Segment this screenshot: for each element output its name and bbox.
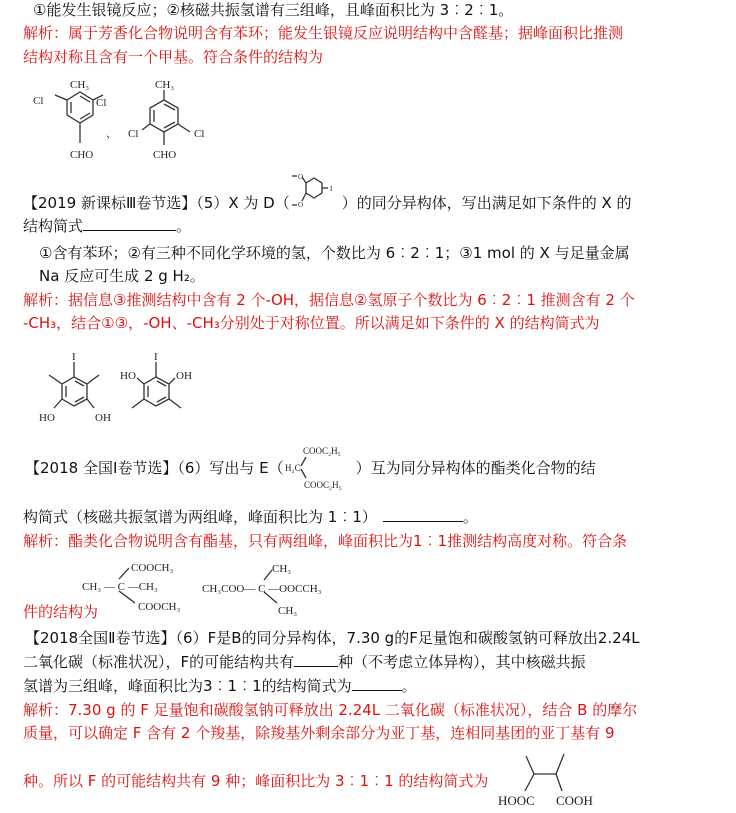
svg-text:O: O <box>297 173 303 181</box>
q1-analysis-1: 解析：属于芳香化合物说明含有苯环；能发生银镜反应说明结构中含醛基；据峰面积比推测 <box>23 24 624 42</box>
svg-text:CH₃: CH₃ <box>278 605 298 617</box>
svg-text:Cl: Cl <box>194 128 205 140</box>
q1-conditions: ①能发生银镜反应；②核磁共振氢谱有三组峰，且峰面积比为 3︰2︰1。 <box>33 1 514 19</box>
svg-text:CH₃: CH₃ <box>70 79 90 91</box>
svg-text:COOCH₃: COOCH₃ <box>131 562 174 574</box>
svg-text:CH₃ — C —CH₃: CH₃ — C —CH₃ <box>82 581 158 593</box>
q3-answer-line: 构简式（核磁共振氢谱为两组峰，峰面积比为 1︰1） 。 <box>23 508 478 526</box>
svg-text:COOH: COOH <box>556 793 594 808</box>
svg-text:CH₃: CH₃ <box>272 563 292 575</box>
svg-text:HO: HO <box>39 412 55 424</box>
q2-analysis-2: -CH₃，结合①③，-OH、-CH₃分别处于对称位置。所以满足如下条件的 X 的结构简式为 <box>23 314 600 332</box>
answer-blank[interactable] <box>83 216 176 231</box>
separator: 、 <box>106 128 117 140</box>
e-structure <box>284 446 356 490</box>
d-structure <box>290 173 342 213</box>
q2-answer-line: 结构简式 。 <box>23 217 192 235</box>
q3-structure-2 <box>202 563 322 617</box>
q3-heading: 【2018 全国Ⅰ卷节选】（6）写出与 E（ H₂C COOC₂H₅ COOC₂H₅ ）互为同分异构体的酯类化合物的结 <box>25 446 596 490</box>
svg-text:HO: HO <box>120 370 136 382</box>
q4-analysis-3: 种。所以 F 的可能结构共有 9 种；峰面积比为 3︰1︰1 的结构简式为 HOOC COOH <box>23 771 596 791</box>
q4-analysis-1: 解析：7.30 g 的 F 足量饱和碳酸氢钠可释放出 2.24L 二氧化碳（标准状况），结合 B 的摩尔 <box>23 701 638 719</box>
q1-structure-2 <box>128 79 204 161</box>
svg-text:CH₃COO— C —OOCCH₃: CH₃COO— C —OOCCH₃ <box>202 583 322 595</box>
svg-text:Cl: Cl <box>128 128 139 140</box>
svg-text:COOC₂H₅: COOC₂H₅ <box>302 446 341 456</box>
answer-blank[interactable] <box>294 652 338 667</box>
svg-text:CH₃: CH₃ <box>155 79 175 91</box>
q3-analysis-2: 件的结构为 <box>23 603 99 621</box>
svg-text:CHO: CHO <box>70 149 94 161</box>
svg-text:HOOC: HOOC <box>498 793 536 808</box>
svg-text:COOC₂H₅: COOC₂H₅ <box>303 480 342 490</box>
svg-text:I: I <box>72 351 76 363</box>
q2-structure-2 <box>120 351 192 408</box>
svg-text:I: I <box>329 185 333 193</box>
q2-conditions-1: ①含有苯环；②有三种不同化学环境的氢，个数比为 6︰2︰1；③1 mol 的 X 与足量金属 <box>39 244 630 262</box>
q2-structure-1 <box>39 351 111 424</box>
q4-line-1: 【2018全国Ⅱ卷节选】（6）F是B的同分异构体，7.30 g的F足量饱和碳酸氢钠可释放出2.24L <box>25 629 640 647</box>
q2-analysis-1: 解析：据信息③推测结构中含有 2 个-OH，据信息②氢原子个数比为 6︰2︰1 推测含有 2 个 <box>23 291 635 309</box>
q3-analysis-1: 解析：酯类化合物说明含有酯基，只有两组峰，峰面积比为1︰1推测结构高度对称。符合条 <box>23 532 628 550</box>
svg-text:OH: OH <box>176 370 192 382</box>
svg-text:O: O <box>297 201 303 209</box>
svg-text:H₂C: H₂C <box>284 463 301 473</box>
q4-structure <box>496 771 596 808</box>
svg-text:COOCH₃: COOCH₃ <box>138 601 181 613</box>
q1-analysis-2: 结构对称且含有一个甲基。符合条件的结构为 <box>23 48 324 66</box>
svg-text:OH: OH <box>95 412 111 424</box>
svg-text:Cl: Cl <box>96 97 107 109</box>
q1-structure-1 <box>33 79 106 161</box>
q2-conditions-2: Na 反应可生成 2 g H₂。 <box>39 267 205 285</box>
q2-heading: 【2019 新课标Ⅲ卷节选】（5）X 为 D（ O O I ）的同分异构体，写出满足如下条件的 X 的 <box>23 173 632 212</box>
answer-blank[interactable] <box>383 507 463 522</box>
q4-line-3: 氢谱为三组峰，峰面积比为3︰1︰1的结构简式为 。 <box>23 677 417 695</box>
svg-text:Cl: Cl <box>33 95 44 107</box>
svg-text:I: I <box>154 351 158 363</box>
q4-analysis-2: 质量，可以确定 F 含有 2 个羧基，除羧基外剩余部分为亚丁基，连相同基团的亚丁基有 9 <box>23 724 615 742</box>
answer-blank[interactable] <box>352 676 402 691</box>
svg-text:CHO: CHO <box>153 149 177 161</box>
q4-line-2: 二氧化碳（标准状况），F的可能结构共有 种（不考虑立体异构），其中核磁共振 <box>23 653 586 671</box>
